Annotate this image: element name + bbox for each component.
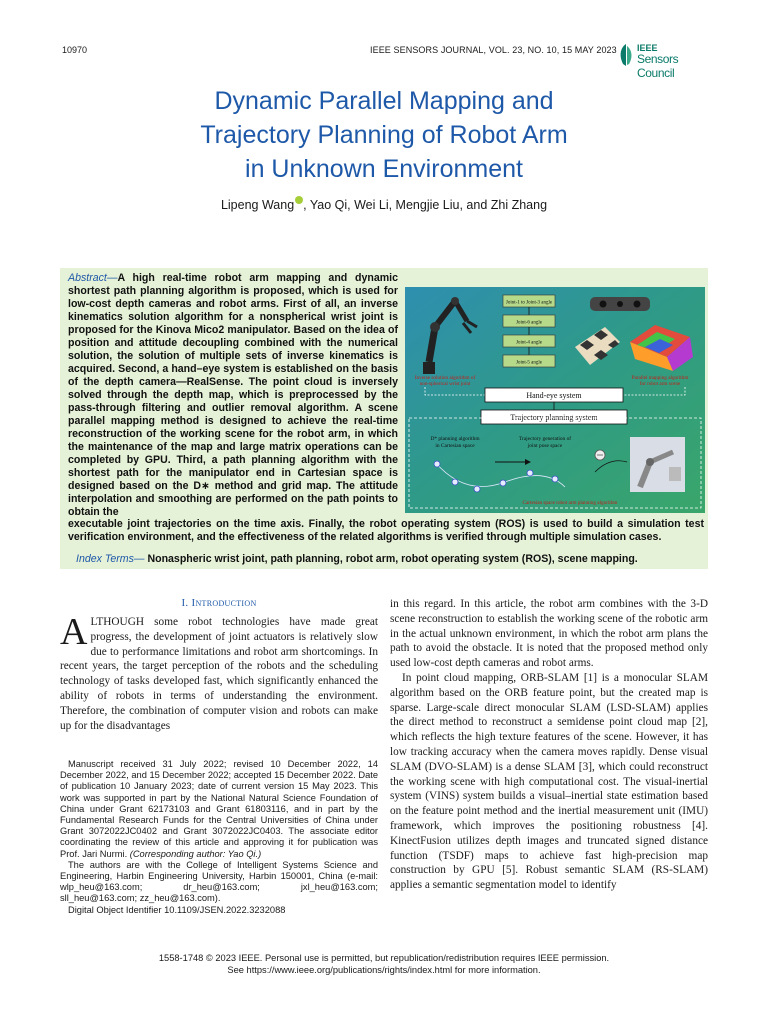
- index-terms-text: Nonaspheric wrist joint, path planning, robot arm, robot operating system (ROS), scene mapping.: [144, 553, 638, 565]
- figure-canvas: [405, 287, 705, 513]
- other-authors: , Yao Qi, Wei Li, Mengjie Liu, and Zhi Zhang: [303, 198, 548, 213]
- depth-camera-illustration: [590, 297, 650, 311]
- drop-cap: A: [60, 611, 88, 653]
- footnote-corresponding: (Corresponding author: Yao Qi.): [129, 848, 262, 859]
- intro-right-para-1: in this regard. In this article, the robot arm combines with the 3-D scene reconstruction to establish the working scene of the robotic arm in the actual unknown environment, in which the robot arm plans the path to avoid the obstacle. It is noted that the proposed method only used low-cost depth cameras and robot arms.: [390, 598, 708, 670]
- graphical-abstract-figure: [405, 287, 705, 513]
- caption-right-2: for robot arm scene: [639, 381, 681, 387]
- trajgen-label-1: Trajectory generation of: [518, 436, 572, 442]
- joint-box-3: Joint-4 angle: [516, 340, 542, 346]
- footnote-manuscript: Manuscript received 31 July 2022; revised 10 December 2022, 14 December 2022, and 15 December 2022; accepted 15 December 2022. Date of publication 10 January 2023; date of current version 15 May 2023. This work was supported in part by the National Natural Science Foundation of China under Grant 62173103 and Grant 61803116, and in part by the Fundamental Research Funds for the Central Universities of China under Grant 3072022JC0402 and Grant 3072022JC0403. The associate editor coordinating the review of this article and approving it for publication was Prof. Jari Nurmi.: [60, 759, 378, 859]
- footnote-para-2: The authors are with the College of Intelligent Systems Science and Engineering, Harbin Engineering University, Harbin 150001, China (e-mail: wlp_heu@163.com; dr_heu@163.com; jxl_heu@163.com; sll_heu@163.com; zz_heu@163.com).: [60, 859, 378, 904]
- caption-right-1: Parallel mapping algorithm: [631, 375, 689, 381]
- section-heading: [60, 597, 378, 609]
- joint-box-1: Joint-1 to Joint-3 angle: [505, 300, 553, 306]
- abstract-text-continued: executable joint trajectories on the time axis. Finally, the robot operating system (ROS) is used to build a simulation test verification environment, and the effectiveness of the related algorithms is verified through multiple simulation cases.: [68, 518, 704, 543]
- abstract-body-1: A high real-time robot arm mapping and dynamic shortest path planning algorithm is proposed, which is used for low-cost depth cameras and robot arms. First of all, an inverse kinematics solution algorithm for a nonspherical wrist joint is proposed for the Kinova Mico2 manipulator. Based on the idea of position and attitude decoupling combined with the numerical solution, the solution of multiple sets of inverse kinematics is acquired. Second, a hand–eye system is established on the basis of the depth camera—RealSense. The point cloud is inversely solved through the depth map, which is preprocessed by the pass-through filtering and outlier removal algorithm. A scene parallel mapping method is designed to achieve the real-time reconstruction of the working scene for the robot arm, in which the maintenance of the map and large matrix operations can be completed by GPU. Third, a path planning algorithm with the shortest path for the manipulator end in Cartesian space is designed based on the D∗ method and grid map. The attitude interpolation and smoothing are performed on the path points to obtain the: [68, 272, 398, 518]
- journal-header: IEEE SENSORS JOURNAL, VOL. 23, NO. 10, 15 MAY 2023: [370, 45, 617, 55]
- joint-box-4: Joint-5 angle: [516, 360, 542, 366]
- logo-mark-icon: [617, 42, 635, 68]
- section-numeral: I.: [181, 597, 189, 609]
- intro-right-para-2: In point cloud mapping, ORB-SLAM [1] is a monocular SLAM algorithm based on the ORB feature point, but the created map is sparse. Large-scale direct monocular SLAM (LSD-SLAM) applies the direct method to reconstruct a semidense point cloud map [2], which reflects the high texture features of the scene. However, it has low tracking accuracy when the camera moves rapidly. Dense visual SLAM (DVO-SLAM) is a dense SLAM [3], which could reconstruct the working scene with high computational cost. The visual-inertial system (VINS) system builds a visual–inertial state estimation based on the feature point method and the inertial measurement unit (IMU) framework, which improves the positioning robustness [4]. KinectFusion utilizes depth images and truncated signed distance function (TSDF) maps to achieve fast high-precision map construction by GPU [5]. Robust semantic SLAM (RS-SLAM) applies a semantic segmentation model to identify: [390, 671, 708, 892]
- dstar-label-2: in Cartesian space: [435, 443, 475, 449]
- orcid-icon[interactable]: [295, 196, 303, 204]
- trajgen-label-2: joint pose space: [527, 443, 563, 449]
- title-line: Trajectory Planning of Robot Arm: [200, 121, 568, 149]
- copyright-line-2[interactable]: See https://www.ieee.org/publications/rights/index.html for more information.: [227, 965, 541, 975]
- footnote-doi: Digital Object Identifier 10.1109/JSEN.2022.3232088: [68, 904, 286, 915]
- joint-box-2: Joint-6 angle: [516, 320, 542, 326]
- manuscript-footnote: [60, 759, 378, 916]
- abstract-dash: —: [106, 272, 118, 284]
- first-author: Lipeng Wang: [220, 198, 295, 213]
- footnote-para-1: [60, 759, 378, 860]
- intro-left-text: LTHOUGH some robot technologies have made great progress, the development of joint actuators is relatively slow due to performance limitations and robot arm shortcomings. In recent years, the target perception of the robots and the scheduling technology of tasks developed fast, which significantly enhanced the ability of robots in terms of understanding the environment. Therefore, the combination of computer vision and robots can make up for the disadvantages: [60, 616, 378, 732]
- intro-right-column: [390, 597, 708, 893]
- title-line: Dynamic Parallel Mapping and: [214, 87, 554, 115]
- index-terms: [76, 553, 704, 565]
- hand-eye-label: Hand-eye system: [526, 391, 582, 400]
- logo-ieee-text: IEEE: [637, 43, 658, 53]
- author-list: [60, 196, 708, 212]
- index-terms-dash: —: [133, 553, 145, 565]
- ieee-sensors-council-logo: [617, 42, 717, 80]
- trajectory-label: Trajectory planning system: [510, 413, 598, 422]
- caption-left-2: non-spherical wrist joint: [419, 381, 471, 387]
- page-number: 10970: [62, 45, 88, 55]
- caption-left-1: Inverse solution algorithm of: [414, 375, 476, 381]
- copyright-line-1: 1558-1748 © 2023 IEEE. Personal use is permitted, but republication/redistribution requires IEEE permission.: [158, 953, 610, 963]
- index-terms-label: Index Terms: [76, 553, 134, 565]
- dstar-label-1: D* planning algorithm: [430, 436, 480, 442]
- logo-sensors-council-text: Sensors Council: [637, 52, 679, 80]
- figure-bottom-caption: Cartesian space robot arm planning algorithm: [522, 500, 618, 506]
- paper-title: [60, 84, 708, 186]
- title-line: in Unknown Environment: [245, 155, 523, 183]
- copyright-notice: [60, 952, 708, 976]
- section-title: Introduction: [191, 597, 257, 609]
- abstract-label: Abstract: [68, 272, 107, 284]
- intro-left-column: [60, 611, 378, 733]
- abstract-text: [68, 272, 398, 519]
